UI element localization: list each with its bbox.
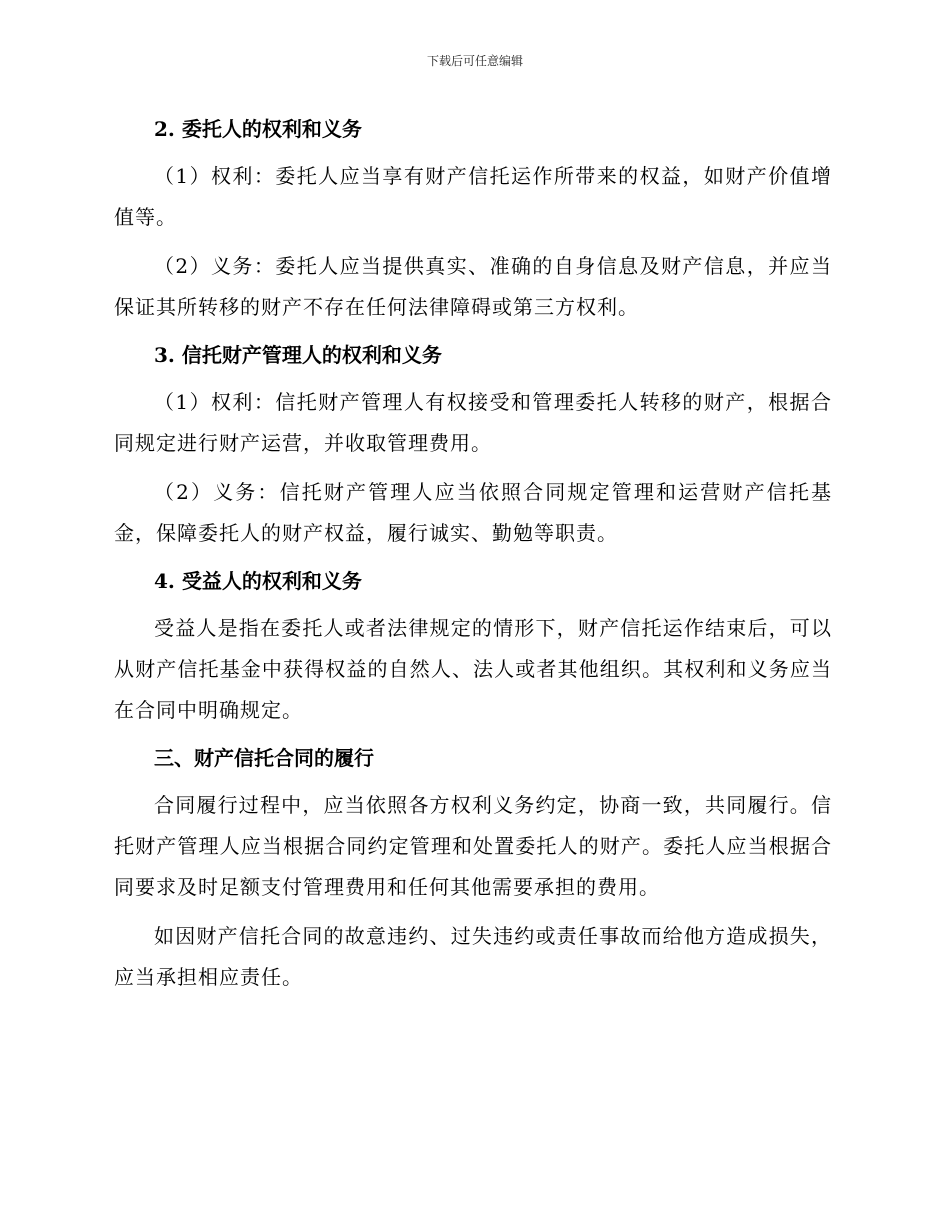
paragraph-client-rights: （1）权利：委托人应当享有财产信托运作所带来的权益，如财产价值增值等。	[114, 164, 832, 229]
paragraph-contract-performance: 合同履行过程中，应当依照各方权利义务约定，协商一致，共同履行。信托财产管理人应当根据合同约定管理和处置委托人的财产。委托人应当根据合同要求及时足额支付管理费用和任何其他需要承担的费用。	[114, 793, 832, 899]
paragraph-breach-liability: 如因财产信托合同的故意违约、过失违约或责任事故而给他方造成损失，应当承担相应责任。	[114, 924, 832, 989]
paragraph-manager-rights: （1）权利：信托财产管理人有权接受和管理委托人转移的财产，根据合同规定进行财产运营，并收取管理费用。	[114, 390, 832, 455]
paragraph-manager-obligations: （2）义务：信托财产管理人应当依照合同规定管理和运营财产信托基金，保障委托人的财产权益，履行诚实、勤勉等职责。	[114, 480, 832, 545]
section-heading-manager-rights: 3. 信托财产管理人的权利和义务	[154, 343, 442, 367]
section-heading-contract-performance: 三、财产信托合同的履行	[154, 746, 374, 770]
document-body	[114, 110, 832, 1006]
paragraph-beneficiary-definition: 受益人是指在委托人或者法律规定的情形下，财产信托运作结束后，可以从财产信托基金中获得权益的自然人、法人或者其他组织。其权利和义务应当在合同中明确规定。	[114, 616, 832, 722]
section-heading-client-rights: 2. 委托人的权利和义务	[154, 117, 362, 141]
section-heading-beneficiary-rights: 4. 受益人的权利和义务	[154, 569, 362, 593]
paragraph-client-obligations: （2）义务：委托人应当提供真实、准确的自身信息及财产信息，并应当保证其所转移的财产不存在任何法律障碍或第三方权利。	[114, 254, 832, 319]
page-header-note: 下载后可任意编辑	[426, 54, 523, 68]
